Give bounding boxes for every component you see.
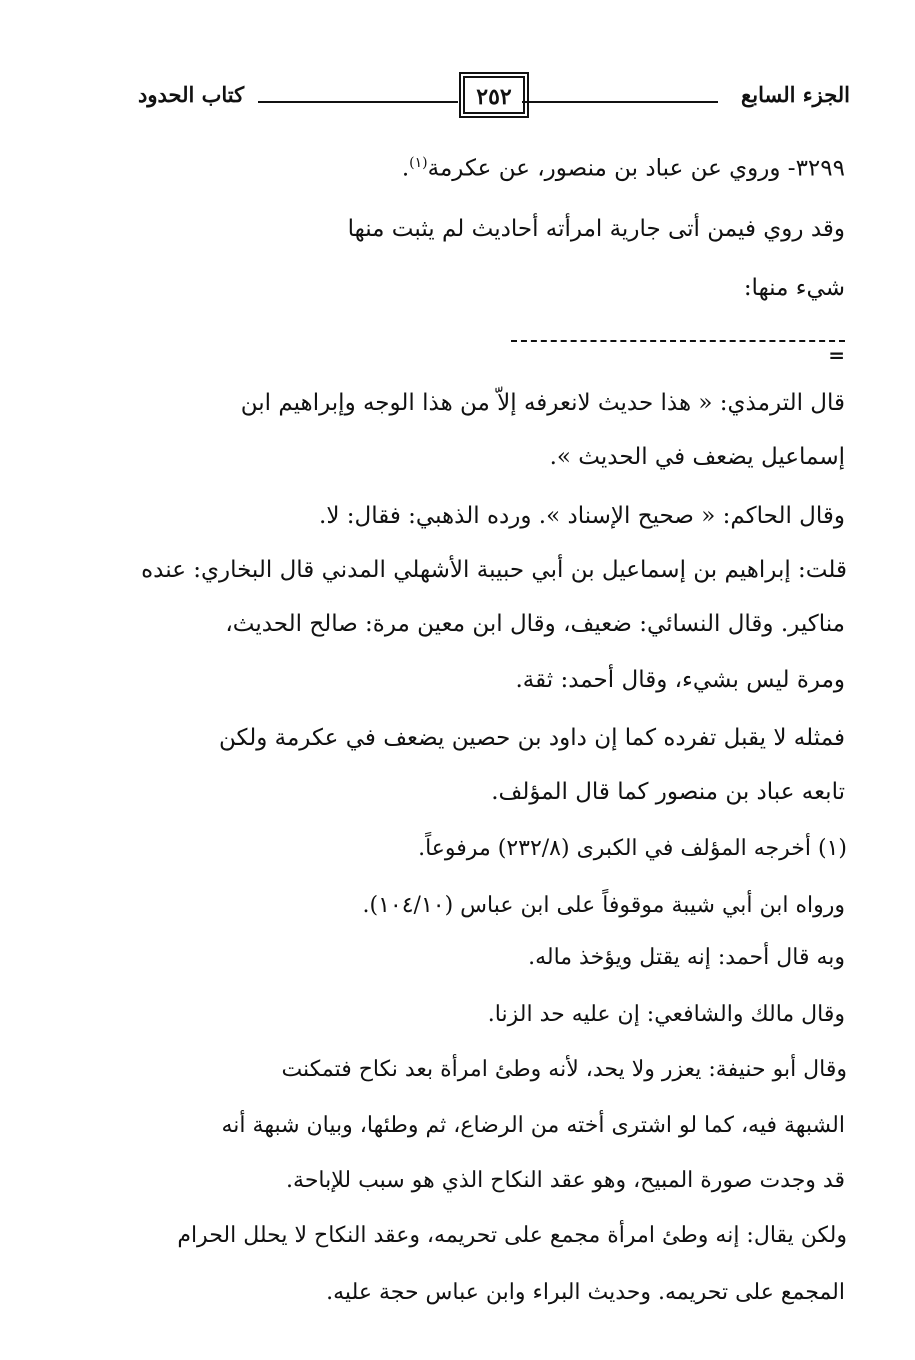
header-rule-left	[258, 101, 458, 103]
note-line: ومرة ليس بشيء، وقال أحمد: ثقة.	[515, 667, 845, 693]
body-line: شيء منها:	[743, 275, 845, 301]
book-title: كتاب الحدود	[138, 82, 245, 107]
note-line: وقال الحاكم: « صحيح الإسناد ». ورده الذهبي: فقال: لا.	[319, 503, 845, 529]
footnote-line: ولكن يقال: إنه وطئ امرأة مجمع على تحريمه، وعقد النكاح لا يحلل الحرام	[177, 1223, 847, 1248]
note-line: مناكير. وقال النسائي: ضعيف، وقال ابن معين مرة: صالح الحديث،	[225, 611, 845, 637]
footnote-ref: (١)	[409, 155, 428, 171]
volume-title: الجزء السابع	[741, 82, 850, 107]
footnote-line: قد وجدت صورة المبيح، وهو عقد النكاح الذي هو سبب للإباحة.	[286, 1168, 845, 1193]
note-line: إسماعيل يضعف في الحديث ».	[549, 444, 845, 470]
footnote-line: وقال مالك والشافعي: إن عليه حد الزنا.	[487, 1002, 845, 1027]
footnote-line: ورواه ابن أبي شيبة موقوفاً على ابن عباس (١٠٤/١٠).	[362, 893, 845, 918]
hadith-line	[135, 143, 845, 189]
note-line: فمثله لا يقبل تفرده كما إن داود بن حصين يضعف في عكرمة ولكن	[219, 725, 845, 751]
hadith-end: .	[401, 155, 410, 182]
footnote-line: (١) أخرجه المؤلف في الكبرى (٢٣٢/٨) مرفوعاً.	[418, 836, 847, 861]
footnote-line: وبه قال أحمد: إنه يقتل ويؤخذ ماله.	[528, 945, 845, 970]
page-header	[138, 76, 850, 120]
footnote-line: وقال أبو حنيفة: يعزر ولا يحد، لأنه وطئ امرأة بعد نكاح فتمكنت	[281, 1057, 847, 1082]
hadith-text: ٣٢٩٩- وروي عن عباد بن منصور، عن عكرمة	[427, 155, 845, 182]
body-line: وقد روي فيمن أتى جارية امرأته أحاديث لم يثبت منها	[347, 216, 845, 242]
note-line: قلت: إبراهيم بن إسماعيل بن أبي حبيبة الأشهلي المدني قال البخاري: عنده	[141, 557, 847, 583]
page-number: ٢٥٢	[463, 76, 525, 114]
note-line: تابعه عباد بن منصور كما قال المؤلف.	[491, 779, 845, 805]
note-line: قال الترمذي: « هذا حديث لانعرفه إلاّ من هذا الوجه وإبراهيم ابن	[240, 390, 845, 416]
continuation-mark: =	[828, 343, 845, 367]
footnote-line: المجمع على تحريمه. وحديث البراء وابن عباس حجة عليه.	[326, 1280, 845, 1305]
separator-rule	[511, 340, 845, 342]
header-rule-right	[522, 101, 718, 103]
footnote-line: الشبهة فيه، كما لو اشترى أخته من الرضاع، ثم وطئها، وبيان شبهة أنه	[221, 1113, 845, 1138]
